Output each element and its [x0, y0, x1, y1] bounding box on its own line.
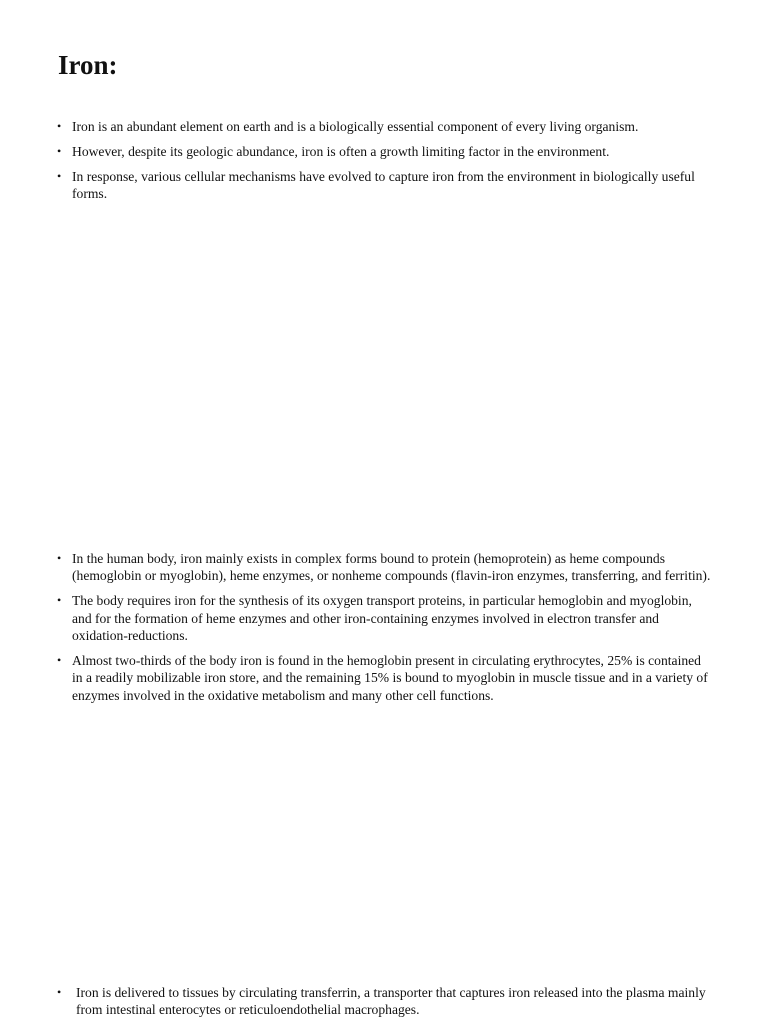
- bullet-icon: •: [57, 551, 62, 565]
- bullet-list-section-1: [56, 118, 712, 210]
- bullet-text: In the human body, iron mainly exists in complex forms bound to protein (hemoprotein) as heme compounds (hemoglobin or myoglobin), heme enzymes, or nonheme compounds (flavin-iron enzymes, transferring, and ferritin).: [72, 551, 711, 584]
- list-item: [56, 984, 712, 1019]
- list-item: [56, 550, 712, 585]
- bullet-icon: •: [57, 985, 62, 999]
- list-item: [56, 143, 712, 160]
- bullet-icon: •: [57, 593, 62, 608]
- bullet-text: Iron is an abundant element on earth and is a biologically essential component of every living organism.: [72, 119, 639, 134]
- bullet-text: The body requires iron for the synthesis of its oxygen transport proteins, in particular hemoglobin and myoglobin, and for the formation of heme enzymes and other iron-containing enzymes involved in electron transfer and oxidation-reductions.: [72, 593, 692, 644]
- list-item: [56, 592, 712, 644]
- bullet-text: In response, various cellular mechanisms have evolved to capture iron from the environment in biologically useful forms.: [72, 168, 695, 202]
- bullet-icon: •: [57, 143, 62, 158]
- bullet-text: However, despite its geologic abundance, iron is often a growth limiting factor in the environment.: [72, 143, 610, 159]
- bullet-text: Iron is delivered to tissues by circulating transferrin, a transporter that captures iron released into the plasma mainly from intestinal enterocytes or reticuloendothelial macrophages.: [76, 985, 706, 1018]
- bullet-list-section-2: [56, 550, 712, 712]
- bullet-text: Almost two-thirds of the body iron is found in the hemoglobin present in circulating erythrocytes, 25% is contained in a readily mobilizable iron store, and the remaining 15% is bound to myoglobin in muscle tissue and in a variety of enzymes involved in the oxidative metabolism and many other cell functions.: [72, 653, 708, 703]
- page-title: Iron:: [58, 50, 118, 80]
- list-item: [56, 652, 712, 704]
- bullet-icon: •: [57, 168, 62, 183]
- bullet-list-section-3: [56, 984, 712, 1026]
- list-item: [56, 118, 712, 135]
- bullet-icon: •: [57, 653, 62, 668]
- bullet-icon: •: [57, 119, 62, 133]
- list-item: [56, 168, 712, 203]
